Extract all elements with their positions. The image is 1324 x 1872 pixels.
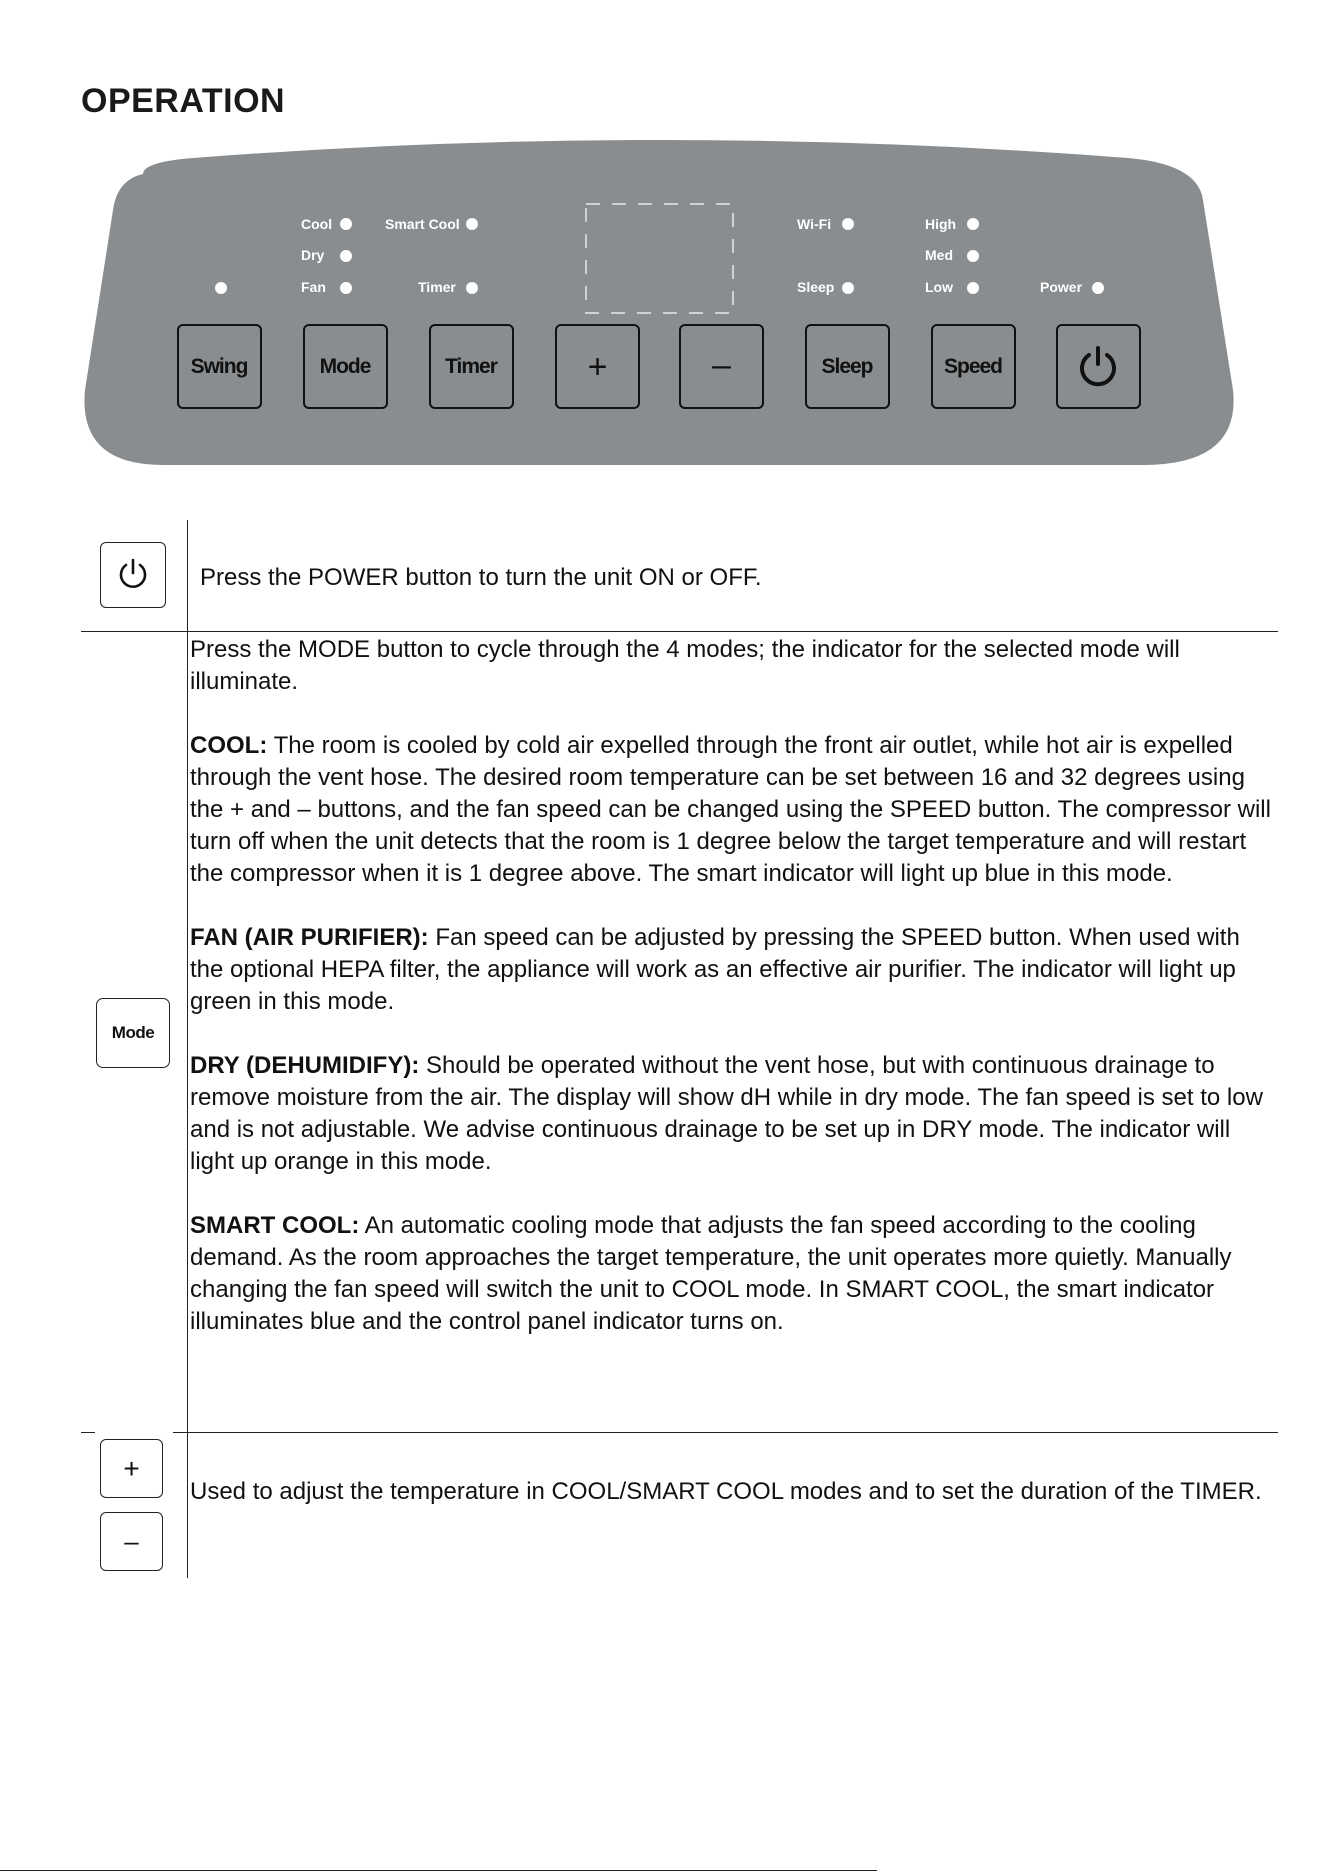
minus-button-illustration <box>100 1512 163 1571</box>
indicator-swing-dot <box>215 282 227 294</box>
indicator-high-dot <box>967 218 979 230</box>
dry-title: DRY (DEHUMIDIFY): <box>190 1052 420 1079</box>
page-title: OPERATION <box>81 82 286 120</box>
indicator-smart-cool-label: Smart Cool <box>385 216 460 232</box>
cool-text: The room is cooled by cold air expelled through the front air outlet, while hot air is expelled through the vent hose. The desired room temperature can be set between 16 and 32 degrees using the + and – buttons, and the fan speed can be changed using the SPEED button. The compressor will turn off when the unit detects that the room is 1 degree below the target temperature and will restart the compressor when it is 1 degree above. The smart indicator will light up blue in this mode. <box>190 732 1271 887</box>
mode-description <box>190 634 1272 1338</box>
indicator-cool-dot <box>340 218 352 230</box>
mode-cool <box>190 730 1272 890</box>
indicator-smart-cool-dot <box>466 218 478 230</box>
indicator-sleep-dot <box>842 282 854 294</box>
svg-text:Mode: Mode <box>319 355 371 378</box>
speed-button[interactable] <box>932 325 1015 408</box>
indicator-sleep-label: Sleep <box>797 279 835 295</box>
row-divider <box>173 1432 1278 1433</box>
plus-label: + <box>123 1452 140 1484</box>
svg-text:Swing: Swing <box>190 355 248 378</box>
panel-body <box>84 140 1233 465</box>
control-panel <box>83 140 1238 465</box>
mode-button[interactable] <box>304 325 387 408</box>
minus-label: – <box>124 1526 139 1556</box>
mode-smart-cool <box>190 1210 1272 1338</box>
indicator-high-label: High <box>925 216 957 232</box>
footer-rule <box>0 1870 877 1871</box>
timer-button[interactable] <box>430 325 513 408</box>
svg-text:–: – <box>712 346 730 384</box>
indicator-med-dot <box>967 250 979 262</box>
indicator-med-label: Med <box>925 247 953 263</box>
fan-text: Fan speed can be adjusted by pressing the SPEED button. When used with the optional HEPA filter, the appliance will work as an effective air purifier. The indicator will light up green in this mode. <box>190 924 1240 1015</box>
plus-button-illustration <box>100 1439 163 1498</box>
indicator-fan-dot <box>340 282 352 294</box>
swing-button[interactable] <box>178 325 261 408</box>
svg-text:Timer: Timer <box>445 355 497 378</box>
svg-text:Speed: Speed <box>943 355 1003 378</box>
minus-button[interactable] <box>680 325 763 408</box>
indicator-low-label: Low <box>925 279 953 295</box>
cool-title: COOL: <box>190 732 268 759</box>
smart-cool-title: SMART COOL: <box>190 1212 360 1239</box>
plusminus-description: Used to adjust the temperature in COOL/SMART COOL modes and to set the duration of the TIMER. <box>190 1478 1262 1505</box>
mode-fan <box>190 922 1272 1018</box>
plus-button[interactable] <box>556 325 639 408</box>
indicator-low-dot <box>967 282 979 294</box>
indicator-dry-label: Dry <box>301 247 325 263</box>
power-icon <box>116 558 150 592</box>
mode-dry <box>190 1050 1272 1178</box>
dry-text: Should be operated without the vent hose, but with continuous drainage to remove moisture from the air. The display will show dH while in dry mode. The fan speed is set to low and is not adjustable. We advise continuous drainage to be set up in DRY mode. The indicator will light up orange in this mode. <box>190 1052 1263 1175</box>
indicator-timer-dot <box>466 282 478 294</box>
mode-intro: Press the MODE button to cycle through the 4 modes; the indicator for the selected mode will illuminate. <box>190 636 1180 695</box>
svg-text:+: + <box>587 348 607 386</box>
indicator-wifi-dot <box>842 218 854 230</box>
indicator-power-label: Power <box>1040 279 1083 295</box>
indicator-fan-label: Fan <box>301 279 326 295</box>
row-divider <box>81 631 1278 632</box>
mode-button-label: Mode <box>111 1023 155 1042</box>
indicator-wifi-label: Wi-Fi <box>797 216 832 232</box>
power-button-illustration <box>100 542 166 608</box>
svg-text:Sleep: Sleep <box>821 355 873 378</box>
smart-cool-text: An automatic cooling mode that adjusts the fan speed according to the cooling demand. As the room approaches the target temperature, the unit operates more quietly. Manually changing the fan speed will switch the unit to COOL mode. In SMART COOL, the smart indicator illuminates blue and the control panel indicator turns on. <box>190 1212 1232 1335</box>
row-divider-stub <box>81 1432 95 1433</box>
sleep-button[interactable] <box>806 325 889 408</box>
indicator-dry-dot <box>340 250 352 262</box>
indicator-timer-label: Timer <box>418 279 456 295</box>
fan-title: FAN (AIR PURIFIER): <box>190 924 429 951</box>
indicator-power-dot <box>1092 282 1104 294</box>
power-button[interactable] <box>1057 325 1140 408</box>
mode-button-illustration <box>96 998 170 1068</box>
table-column-divider <box>187 520 188 1578</box>
power-description: Press the POWER button to turn the unit ON or OFF. <box>200 564 762 591</box>
indicator-cool-label: Cool <box>301 216 333 232</box>
